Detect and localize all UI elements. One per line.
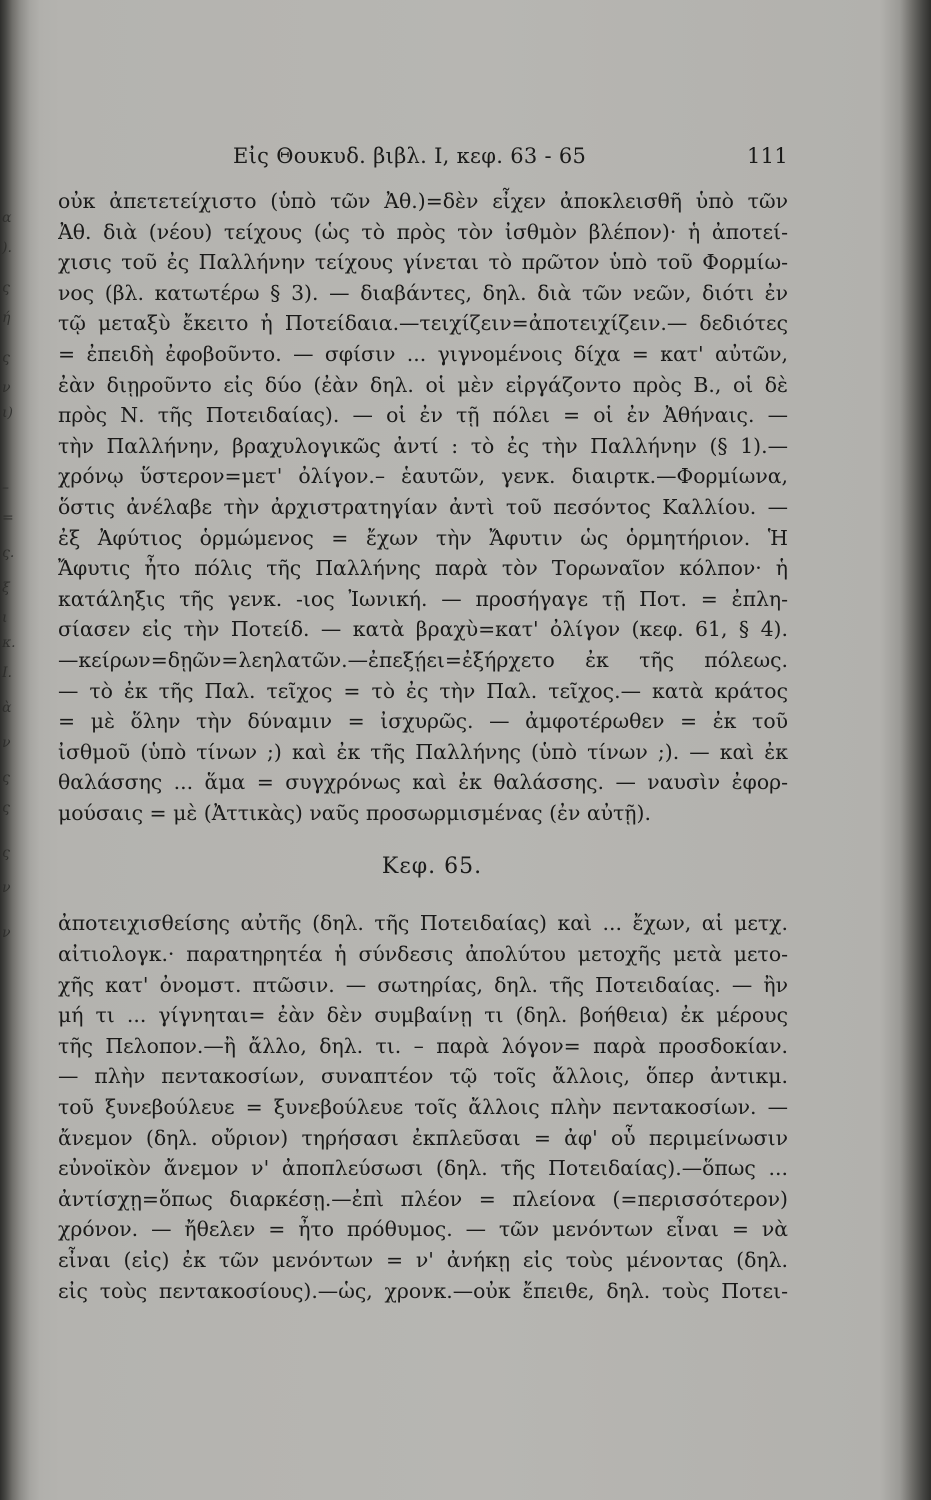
book-page [58, 140, 788, 1306]
text-line: Ἄφυτις ἦτο πόλις τῆς Παλλήνης παρὰ τὸν Τορωναῖον κόλπον· ἡ [58, 556, 788, 581]
margin-mark: α [2, 210, 12, 226]
margin-mark: ι) [2, 405, 13, 421]
text-line: ἐξ Ἀφύτιος ὁρμώμενος = ἔχων τὴν Ἄφυτιν ὡς ὁρμητήριον. Ἡ [58, 525, 788, 550]
margin-mark: ς [2, 845, 10, 861]
text-line: ἀντίσχῃ=ὅπως διαρκέσῃ.—ἐπὶ πλέον = πλείονα (=περισσότερον) [58, 1186, 788, 1211]
margin-mark: ὰ [2, 700, 12, 716]
page-number: 111 [747, 144, 788, 168]
text-line: ἀποτειχισθείσης αὐτῆς (δηλ. τῆς Ποτειδαίας) καὶ ... ἔχων, αἱ μετχ. [58, 911, 788, 936]
text-line: ὅστις ἀνέλαβε τὴν ἀρχιστρατηγίαν ἀντὶ τοῦ πεσόντος Καλλίου. — [58, 494, 788, 519]
margin-mark: ). [2, 240, 12, 256]
text-line: θαλάσσης ... ἅμα = συγχρόνως καὶ ἐκ θαλάσσης. — ναυσὶν ἐφορ- [58, 770, 788, 795]
margin-mark: ς [2, 350, 10, 366]
text-line: οὐκ ἀπετετείχιστο (ὑπὸ τῶν Ἀθ.)=δὲν εἶχεν ἀποκλεισθῆ ὑπὸ τῶν [58, 189, 788, 213]
text-line: — τὸ ἐκ τῆς Παλ. τεῖχος = τὸ ἐς τὴν Παλ. τεῖχος.— κατὰ κράτος [58, 678, 788, 703]
text-line: = ἐπειδὴ ἐφοβοῦντο. — σφίσιν ... γιγνομένοις δίχα = κατ' αὐτῶν, [58, 341, 788, 366]
margin-mark: ς [2, 800, 10, 816]
text-line: = μὲ ὅλην τὴν δύναμιν = ἰσχυρῶς. — ἀμφοτέρωθεν = ἐκ τοῦ [58, 709, 788, 734]
text-line: τῆς Πελοπον.—ἢ ἄλλο, δηλ. τι. – παρὰ λόγον= παρὰ προσδοκίαν. [58, 1033, 788, 1058]
margin-mark: ι [2, 610, 8, 626]
text-line: Ἀθ. διὰ (νέου) τείχους (ὡς τὸ πρὸς τὸν ἰσθμὸν βλέπον)· ἡ ἀποτεί- [58, 219, 788, 244]
text-line: — πλὴν πεντακοσίων, συναπτέον τῷ τοῖς ἄλλοις, ὅπερ ἀντικμ. [58, 1064, 788, 1089]
text-line: κατάληξις τῆς γενκ. -ιος Ἰωνική. — προσήγαγε τῇ Ποτ. = ἐπλη- [58, 586, 788, 611]
text-line: εὐνοϊκὸν ἄνεμον ν' ἀποπλεύσωσι (δηλ. τῆς Ποτειδαίας).—ὅπως ... [58, 1156, 788, 1181]
text-line: ἰσθμοῦ (ὑπὸ τίνων ;) καὶ ἐκ τῆς Παλλήνης (ὑπὸ τίνων ;). — καὶ ἐκ [58, 739, 788, 764]
margin-mark: ξ [2, 580, 10, 596]
text-line: μούσαις = μὲ (Ἀττικὰς) ναῦς προσωρμισμένας (ἐν αὐτῇ). [58, 800, 651, 825]
margin-mark: ή [2, 310, 11, 326]
margin-mark: κ. [2, 635, 16, 651]
text-line: εἰς τοὺς πεντακοσίους).—ὡς, χρονκ.—οὐκ ἔπειθε, δηλ. τοὺς Ποτει- [58, 1278, 788, 1303]
margin-mark: ς [2, 280, 10, 296]
text-line: τοῦ ξυνεβούλευε = ξυνεβούλευε τοῖς ἄλλοις πλὴν πεντακοσίων. — [58, 1095, 788, 1120]
text-line: τῷ μεταξὺ ἔκειτο ἡ Ποτείδαια.—τειχίζειν=ἀποτειχίζειν.— δεδιότες [58, 311, 788, 336]
margin-mark: ν [2, 925, 11, 941]
running-head-title: Εἰς Θουκυδ. βιβλ. Ι, κεφ. 63 - 65 [233, 144, 587, 168]
text-line: αἰτιολογκ.· παρατηρητέα ἡ σύνδεσις ἀπολύτου μετοχῆς μετὰ μετο- [58, 942, 788, 967]
margin-mark: = [2, 510, 14, 526]
text-line: νος (βλ. κατωτέρω § 3). — διαβάντες, δηλ. διὰ τῶν νεῶν, διότι ἐν [58, 280, 788, 305]
text-line: —κείρων=δῃῶν=λεηλατῶν.—ἐπεξῄει=ἐξήρχετο ἐκ τῆς πόλεως. [58, 647, 788, 672]
margin-mark: Ι. [2, 665, 12, 681]
text-line: χισις τοῦ ἐς Παλλήνην τείχους γίνεται τὸ πρῶτον ὑπὸ τοῦ Φορμίω- [58, 250, 788, 275]
text-line: σίασεν εἰς τὴν Ποτείδ. — κατὰ βραχὺ=κατ' ὀλίγον (κεφ. 61, § 4). [58, 617, 788, 642]
left-margin-bleedthrough [0, 0, 18, 1500]
text-line: χρόνον. — ἤθελεν = ἦτο πρόθυμος. — τῶν μενόντων εἶναι = νὰ [58, 1217, 788, 1242]
text-line: ἐὰν διῃροῦντο εἰς δύο (ἐὰν δηλ. οἱ μὲν εἰργάζοντο πρὸς Β., οἱ δὲ [58, 372, 788, 397]
running-head [58, 140, 788, 180]
margin-mark: ς [2, 770, 10, 786]
text-line: πρὸς Ν. τῆς Ποτειδαίας). — οἱ ἐν τῇ πόλει = οἱ ἐν Ἀθήναις. — [58, 403, 788, 428]
text-line: χρόνῳ ὕστερον=μετ' ὀλίγον.– ἑαυτῶν, γενκ. διαιρτκ.—Φορμίωνα, [58, 464, 788, 489]
margin-mark: ν [2, 380, 11, 396]
margin-mark: – [2, 480, 9, 496]
margin-mark: ν [2, 735, 11, 751]
margin-mark: ς. [2, 545, 15, 561]
commentary-paragraph-1 [58, 186, 788, 828]
text-line: ἄνεμον (δηλ. οὔριον) τηρήσασι ἐκπλεῦσαι = ἀφ' οὗ περιμείνωσιν [58, 1125, 788, 1150]
text-line: χῆς κατ' ὀνομστ. πτῶσιν. — σωτηρίας, δηλ. τῆς Ποτειδαίας. — ἢν [58, 972, 788, 997]
chapter-heading: Κεφ. 65. [381, 854, 483, 880]
margin-mark: ν [2, 880, 11, 896]
commentary-paragraph-2 [58, 908, 788, 1306]
text-line: εἶναι (εἰς) ἐκ τῶν μενόντων = ν' ἀνήκῃ εἰς τοὺς μένοντας (δηλ. [58, 1248, 788, 1272]
text-line: τὴν Παλλήνην, βραχυλογικῶς ἀντί : τὸ ἐς τὴν Παλλήνην (§ 1).— [58, 433, 788, 458]
text-line: μή τι ... γίγνηται= ἐὰν δὲν συμβαίνῃ τι (δηλ. βοήθεια) ἐκ μέρους [58, 1003, 788, 1028]
